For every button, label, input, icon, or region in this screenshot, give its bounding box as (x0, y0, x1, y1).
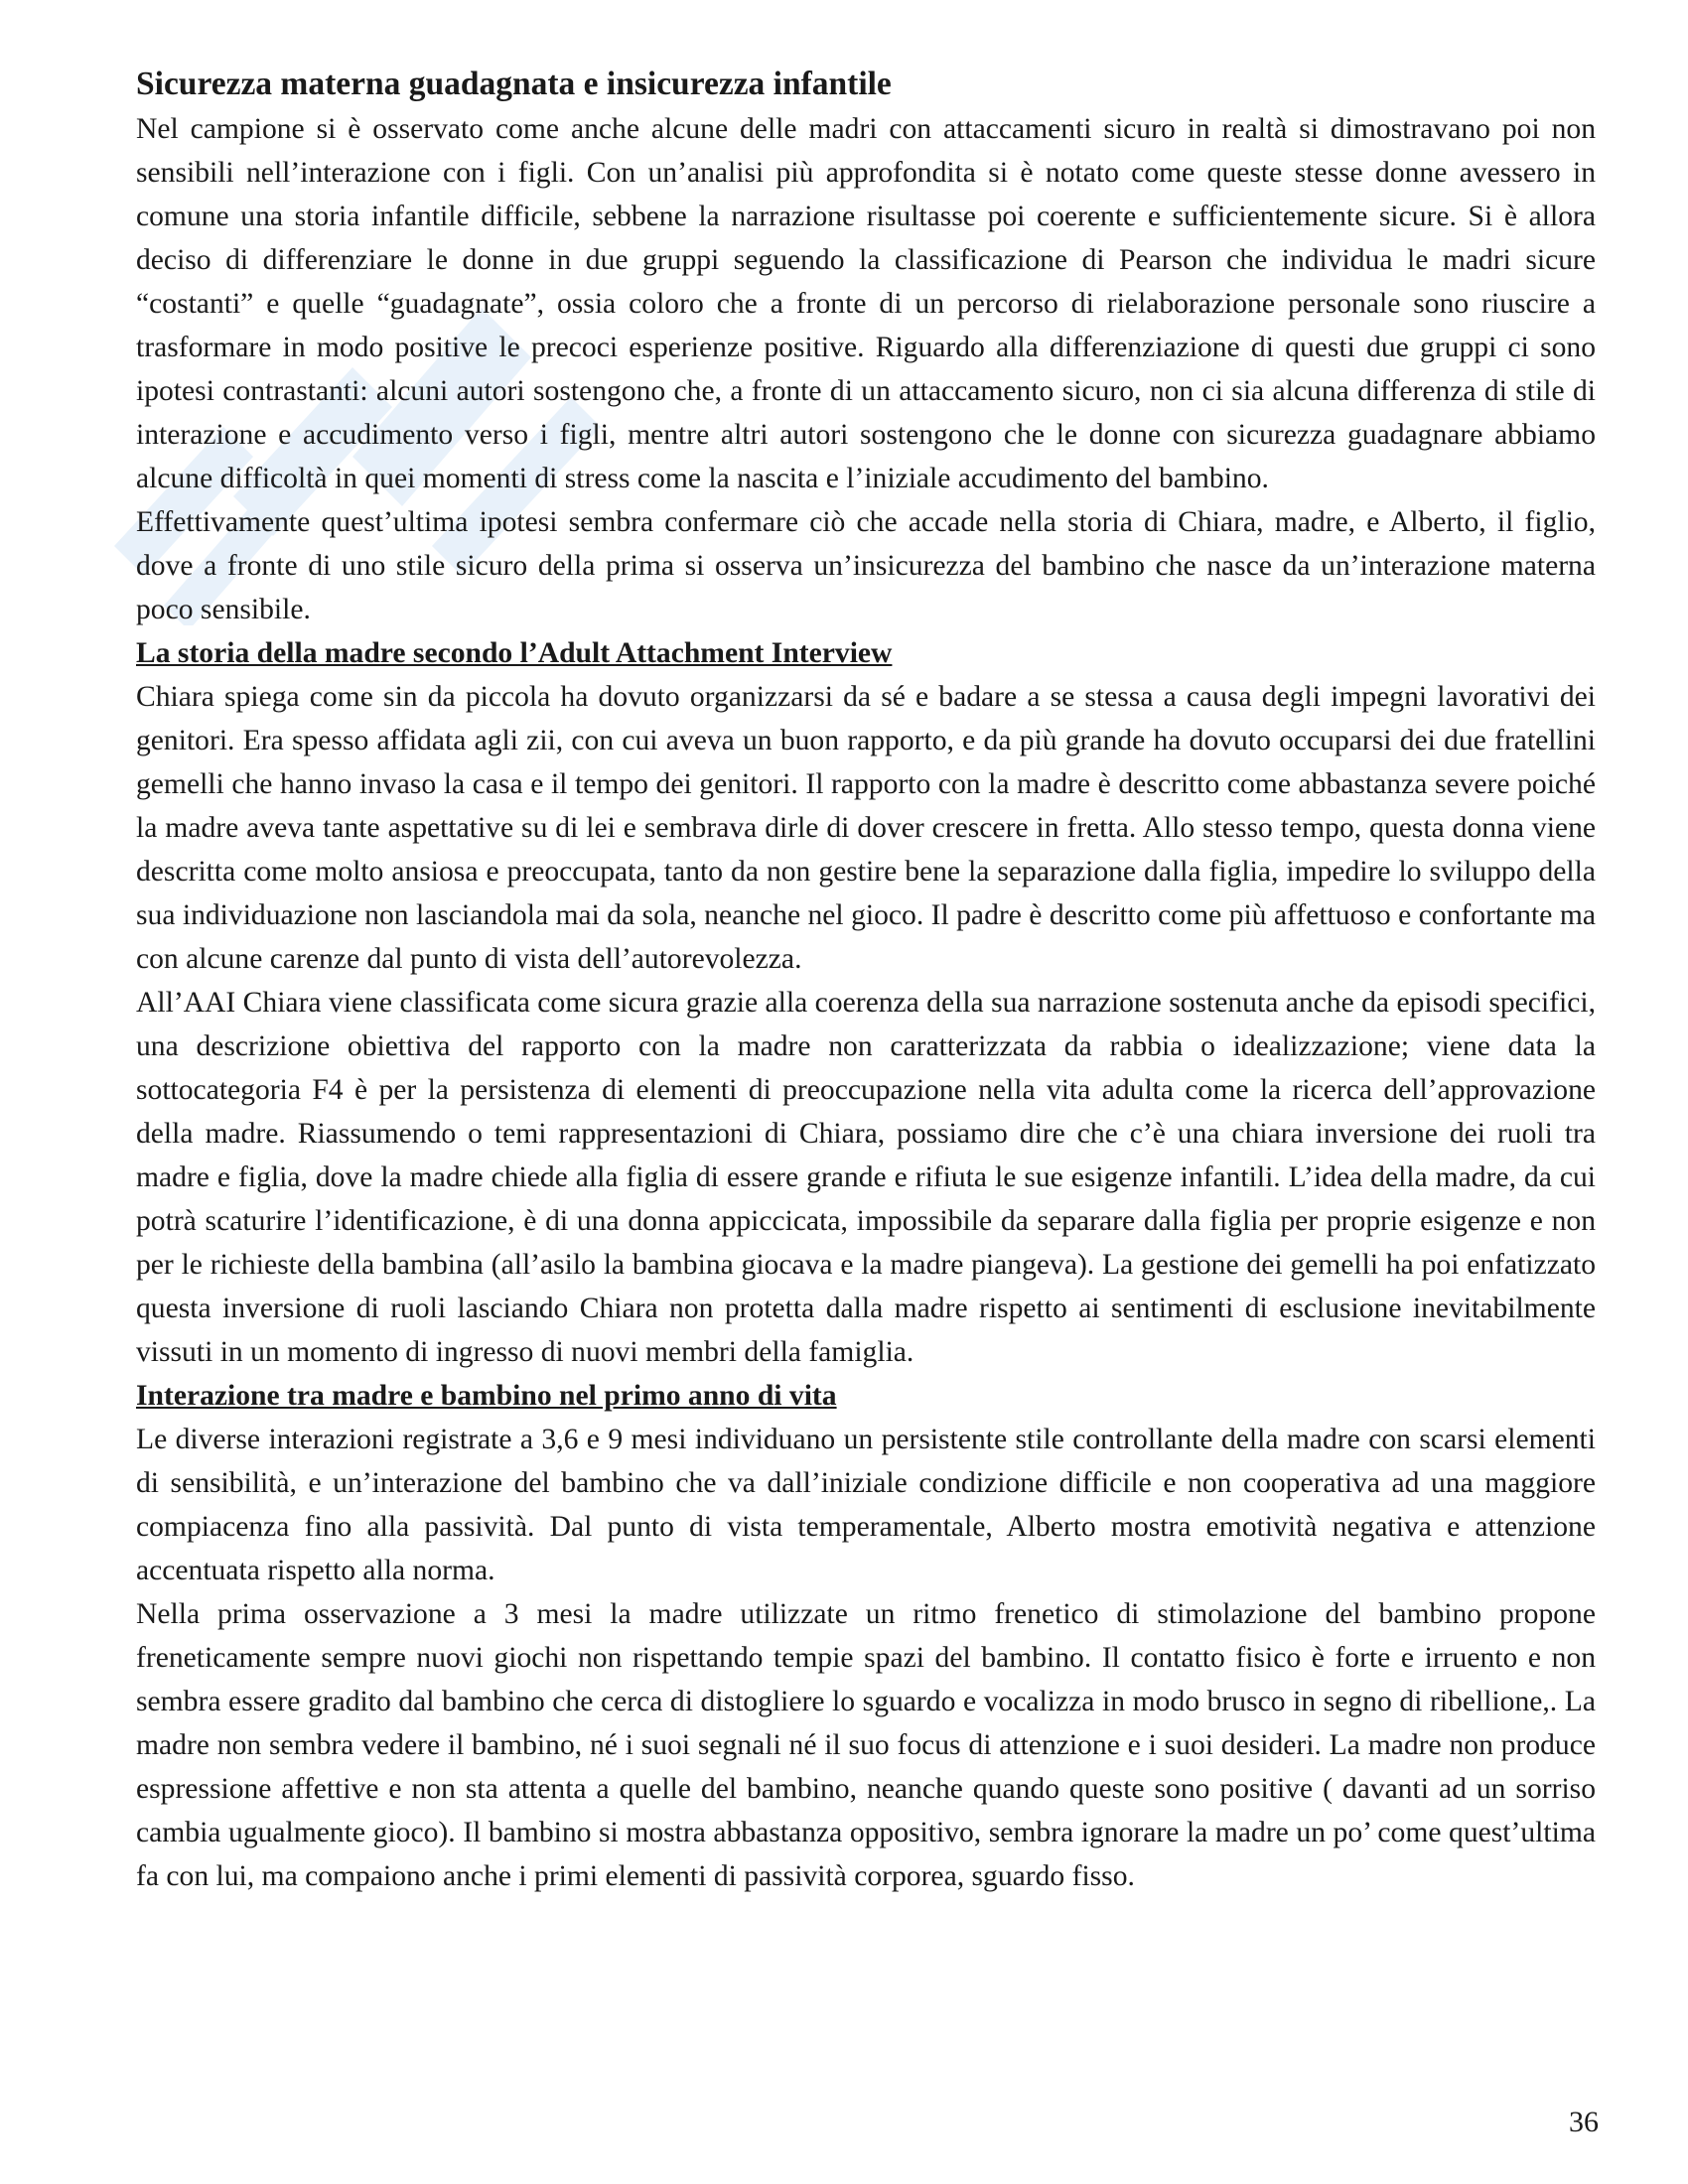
paragraph-aai-2: All’AAI Chiara viene classificata come sicura grazie alla coerenza della sua narrazione sostenuta anche da episodi specifici, una descrizione obiettiva del rapporto con la madre non caratterizzata da rabbia o idealizzazione; viene data la sottocategoria F4 è per la persistenza di elementi di preoccupazione nella vita adulta come la ricerca dell’approvazione della madre. Riassumendo o temi rappresentazioni di Chiara, possiamo dire che c’è una chiara inversione dei ruoli tra madre e figlia, dove la madre chiede alla figlia di essere grande e rifiuta le sue esigenze infantili. L’idea della madre, da cui potrà scaturire l’identificazione, è di una donna appiccicata, impossibile da separare dalla figlia per proprie esigenze e non per le richieste della bambina (all’asilo la bambina giocava e la madre piangeva). La gestione dei gemelli ha poi enfatizzato questa inversione di ruoli lasciando Chiara non protetta dalla madre rispetto ai sentimenti di esclusione inevitabilmente vissuti in un momento di ingresso di nuovi membri della famiglia. (136, 987, 1596, 1368)
paragraph-interaction-1: Le diverse interazioni registrate a 3,6 e 9 mesi individuano un persistente stile controllante della madre con scarsi elementi di sensibilità, e un’interazione del bambino che va dall’iniziale condizione difficile e non cooperativa ad una maggiore compiacenza fino alla passività. Dal punto di vista temperamentale, Alberto mostra emotività negativa e attenzione accentuata rispetto alla norma. (136, 1424, 1596, 1586)
document-body (136, 62, 1596, 1898)
page-number: 36 (1569, 2106, 1599, 2138)
paragraph-aai-1: Chiara spiega come sin da piccola ha dovuto organizzarsi da sé e badare a se stessa a causa degli impegni lavorativi dei genitori. Era spesso affidata agli zii, con cui aveva un buon rapporto, e da più grande ha dovuto occuparsi dei due fratellini gemelli che hanno invaso la casa e il tempo dei genitori. Il rapporto con la madre è descritto come abbastanza severe poiché la madre aveva tante aspettative su di lei e sembrava dirle di dover crescere in fretta. Allo stesso tempo, questa donna viene descritta come molto ansiosa e preoccupata, tanto da non gestire bene la separazione dalla figlia, impedire lo sviluppo della sua individuazione non lasciandola mai da sola, neanche nel gioco. Il padre è descritto come più affettuoso e confortante ma con alcune carenze dal punto di vista dell’autorevolezza. (136, 681, 1596, 975)
section-heading-aai: La storia della madre secondo l’Adult Attachment Interview (136, 637, 893, 669)
paragraph-interaction-2: Nella prima osservazione a 3 mesi la madre utilizzate un ritmo frenetico di stimolazione del bambino propone freneticamente sempre nuovi giochi non rispettando tempie spazi del bambino. Il contatto fisico è forte e irruento e non sembra essere gradito dal bambino che cerca di distogliere lo sguardo e vocalizza in modo brusco in segno di ribellione,. La madre non sembra vedere il bambino, né i suoi segnali né il suo focus di attenzione e i suoi desideri. La madre non produce espressione affettive e non sta attenta a quelle del bambino, neanche quando queste sono positive ( davanti ad un sorriso cambia ugualmente gioco). Il bambino si mostra abbastanza oppositivo, sembra ignorare la madre un po’ come quest’ultima fa con lui, ma compaiono anche i primi elementi di passività corporea, sguardo fisso. (136, 1598, 1596, 1892)
document-title: Sicurezza materna guadagnata e insicurezza infantile (136, 66, 892, 102)
paragraph-intro-1: Nel campione si è osservato come anche alcune delle madri con attaccamenti sicuro in realtà si dimostravano poi non sensibili nell’interazione con i figli. Con un’analisi più approfondita si è notato come queste stesse donne avessero in comune una storia infantile difficile, sebbene la narrazione risultasse poi coerente e sufficientemente sicure. Si è allora deciso di differenziare le donne in due gruppi seguendo la classificazione di Pearson che individua le madri sicure “costanti” e quelle “guadagnate”, ossia coloro che a fronte di un percorso di rielaborazione personale sono riuscire a trasformare in modo positive le precoci esperienze positive. Riguardo alla differenziazione di questi due gruppi ci sono ipotesi contrastanti: alcuni autori sostengono che, a fronte di un attaccamento sicuro, non ci sia alcuna differenza di stile di interazione e accudimento verso i figli, mentre altri autori sostengono che le donne con sicurezza guadagnare abbiamo alcune difficoltà in quei momenti di stress come la nascita e l’iniziale accudimento del bambino. (136, 113, 1596, 494)
section-heading-interaction: Interazione tra madre e bambino nel primo anno di vita (136, 1380, 837, 1412)
paragraph-intro-2: Effettivamente quest’ultima ipotesi sembra confermare ciò che accade nella storia di Chiara, madre, e Alberto, il figlio, dove a fronte di uno stile sicuro della prima si osserva un’insicurezza del bambino che nasce da un’interazione materna poco sensibile. (136, 506, 1596, 625)
